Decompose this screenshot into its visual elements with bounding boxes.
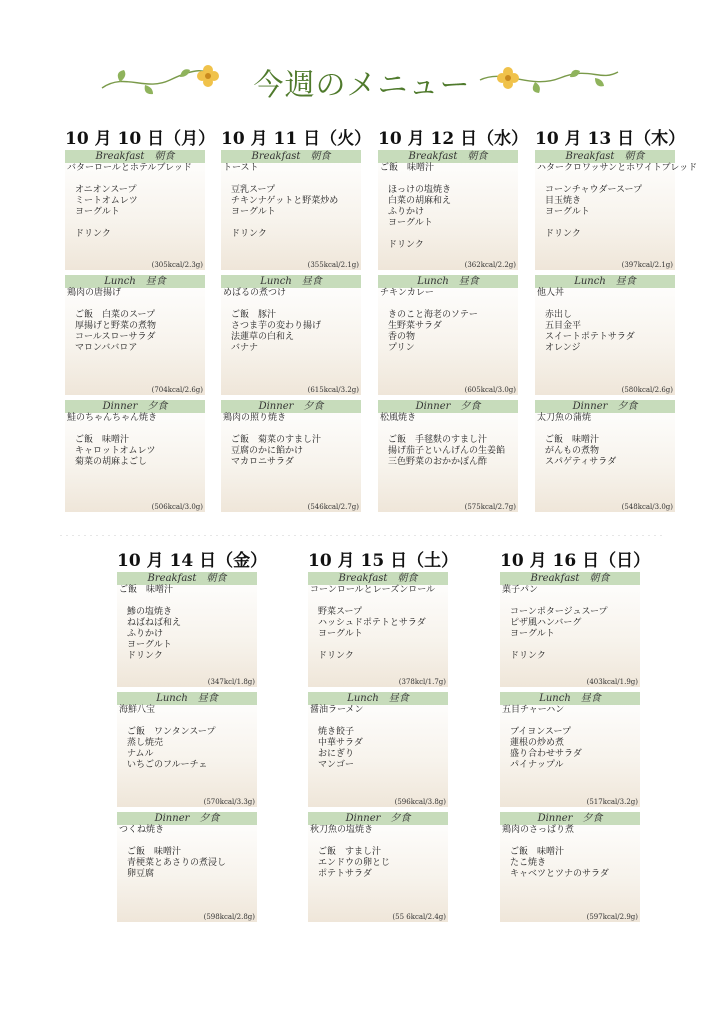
side-dish-item: ご飯 味噌汁 — [75, 435, 130, 445]
side-dish-item: ブイヨンスープ — [510, 727, 572, 737]
side-dish-item: ドリンク — [510, 651, 546, 661]
calorie-info: (517kcal/3.2g) — [586, 798, 638, 806]
side-dish-item: 卵豆腐 — [127, 869, 155, 879]
day-date: 10 月 15 日（土） — [308, 551, 459, 571]
side-dish-item — [545, 218, 675, 229]
side-dish-item: 三色野菜のおかかぽん酢 — [388, 457, 488, 467]
side-dish-item: ご飯 すまし汁 — [318, 847, 382, 857]
side-dishes — [378, 424, 518, 468]
side-dish-item: キャベツとツナのサラダ — [510, 869, 609, 879]
dinner-header: Dinner 夕食 — [500, 812, 640, 825]
lunch-block — [221, 275, 361, 395]
dinner-block — [117, 812, 257, 922]
breakfast-header: Breakfast 朝食 — [117, 572, 257, 585]
side-dishes — [308, 836, 448, 880]
dinner-block — [221, 400, 361, 512]
section-divider — [0, 535, 724, 536]
side-dish-item: 中華サラダ — [318, 738, 363, 748]
side-dish-item: 鯵の塩焼き — [127, 607, 173, 617]
lunch-block — [308, 692, 448, 807]
vine-flower-icon — [100, 60, 230, 100]
side-dish-item: コールスローサラダ — [75, 332, 156, 342]
side-dishes — [65, 424, 205, 468]
side-dishes — [378, 299, 518, 354]
day-column — [117, 550, 268, 922]
side-dish-item: オニオンスープ — [75, 185, 137, 195]
side-dish-item: ミートオムレツ — [75, 196, 138, 206]
lunch-block — [500, 692, 640, 807]
side-dish-item: 青梗菜とあさりの煮浸し — [127, 858, 227, 868]
side-dish-item: いちごのフルーチェ — [127, 760, 208, 770]
side-dish-item: ナムル — [127, 749, 154, 759]
side-dish-item: ピザ風ハンバーグ — [510, 618, 582, 628]
side-dish-item: 菊菜の胡麻よごし — [75, 457, 148, 467]
side-dishes — [500, 716, 640, 771]
day-column — [221, 128, 372, 512]
dinner-block — [65, 400, 205, 512]
side-dish-item: 豆腐のかに餡かけ — [231, 446, 304, 456]
lunch-block — [117, 692, 257, 807]
day-column — [378, 128, 529, 512]
side-dishes — [308, 596, 448, 662]
main-dish: 太刀魚の蒲焼 — [537, 413, 592, 423]
calorie-info: (548kcal/3.0g) — [621, 503, 673, 511]
side-dishes — [500, 596, 640, 662]
calorie-info: (615kcal/3.2g) — [307, 386, 359, 394]
side-dish-item: スイートポテトサラダ — [545, 332, 635, 342]
side-dish-item: がんもの煮物 — [545, 446, 600, 456]
breakfast-header: Breakfast 朝食 — [65, 150, 205, 163]
side-dish-item: ハッシュドポテトとサラダ — [318, 618, 426, 628]
dinner-header: Dinner 夕食 — [378, 400, 518, 413]
side-dish-item: 豆乳スープ — [231, 185, 276, 195]
side-dish-item: 焼き餃子 — [318, 727, 355, 737]
dinner-header: Dinner 夕食 — [308, 812, 448, 825]
side-dish-item: 揚げ茄子といんげんの生姜餡 — [388, 446, 506, 456]
main-dish: 松風焼き — [380, 413, 417, 423]
side-dish-item: コーンポタージュスープ — [510, 607, 608, 617]
main-dish: つくね焼き — [119, 825, 165, 835]
day-date: 10 月 11 日（火） — [221, 129, 372, 149]
side-dish-item: 赤出し — [545, 310, 573, 320]
side-dish-item: ふりかけ — [127, 629, 164, 639]
side-dish-item: ドリンク — [318, 651, 354, 661]
side-dish-item: ご飯 味噌汁 — [510, 847, 565, 857]
calorie-info: (362kcal/2.2g) — [464, 261, 516, 269]
breakfast-block — [221, 150, 361, 270]
lunch-header: Lunch 昼食 — [117, 692, 257, 705]
main-dish: チキンカレー — [380, 288, 434, 298]
side-dish-item: マロンババロア — [75, 343, 138, 353]
side-dishes — [535, 299, 675, 354]
day-column — [65, 128, 216, 512]
main-dish: 鶏肉の照り焼き — [223, 413, 287, 423]
side-dish-item: ご飯 味噌汁 — [127, 847, 182, 857]
side-dishes — [535, 424, 675, 468]
dinner-header: Dinner 夕食 — [535, 400, 675, 413]
calorie-info: (580kcal/2.6g) — [621, 386, 673, 394]
side-dish-item: パイナップル — [510, 760, 564, 770]
side-dish-item: きのこと海老のソテー — [388, 310, 478, 320]
lunch-block — [535, 275, 675, 395]
breakfast-header: Breakfast 朝食 — [221, 150, 361, 163]
lunch-block — [65, 275, 205, 395]
side-dish-item: ヨーグルト — [510, 629, 555, 639]
side-dish-item — [231, 218, 361, 229]
lunch-header: Lunch 昼食 — [308, 692, 448, 705]
side-dish-item: ヨーグルト — [127, 640, 172, 650]
day-column — [500, 550, 651, 922]
side-dish-item: 香の物 — [388, 332, 416, 342]
side-dish-item: ねばねば和え — [127, 618, 182, 628]
side-dish-item — [388, 229, 518, 240]
side-dishes — [221, 424, 361, 468]
side-dish-item: チキンナゲットと野菜炒め — [231, 196, 339, 206]
calorie-info: (575kcal/2.7g) — [464, 503, 516, 511]
lunch-header: Lunch 昼食 — [378, 275, 518, 288]
calorie-info: (305kcal/2.3g) — [151, 261, 203, 269]
calorie-info: (596kcal/3.8g) — [394, 798, 446, 806]
side-dish-item: マンゴー — [318, 760, 355, 770]
breakfast-block — [535, 150, 698, 270]
calorie-info: (598kcal/2.8g) — [203, 913, 255, 921]
side-dishes — [535, 174, 675, 240]
side-dish-item: プリン — [388, 343, 415, 353]
calorie-info: (570kcal/3.3g) — [203, 798, 255, 806]
calorie-info: (506kcal/3.0g) — [151, 503, 203, 511]
side-dish-item: エンドウの卵とじ — [318, 858, 391, 868]
side-dishes — [65, 174, 205, 240]
calorie-info: (546kcal/2.7g) — [307, 503, 359, 511]
calorie-info: (378kcl/1.7g) — [398, 678, 446, 686]
side-dishes — [117, 836, 257, 880]
vine-flower-icon — [470, 60, 620, 100]
day-date: 10 月 16 日（日） — [500, 551, 651, 571]
breakfast-block — [65, 150, 205, 270]
side-dish-item: マカロニサラダ — [231, 457, 294, 467]
side-dish-item: 厚揚げと野菜の煮物 — [75, 321, 157, 331]
side-dish-item: ご飯 味噌汁 — [545, 435, 600, 445]
main-dish: コーンロールとレーズンロール — [310, 585, 436, 595]
side-dish-item: 白菜の胡麻和え — [388, 196, 452, 206]
side-dish-item: ドリンク — [388, 240, 424, 250]
side-dish-item: 目玉焼き — [545, 196, 582, 206]
side-dish-item: キャロットオムレツ — [75, 446, 156, 456]
main-dish: 海鮮八宝 — [119, 705, 156, 715]
side-dishes — [117, 596, 257, 662]
main-dish: 醤油ラーメン — [310, 705, 364, 715]
side-dishes — [221, 174, 361, 240]
side-dish-item: 蓮根の炒め煮 — [510, 738, 565, 748]
side-dish-item — [510, 640, 640, 651]
breakfast-header: Breakfast 朝食 — [378, 150, 518, 163]
side-dish-item: オレンジ — [545, 343, 581, 353]
breakfast-header: Breakfast 朝食 — [500, 572, 640, 585]
day-column — [308, 550, 459, 922]
breakfast-header: Breakfast 朝食 — [535, 150, 675, 163]
breakfast-block — [378, 150, 518, 270]
side-dish-item: 蒸し焼売 — [127, 738, 164, 748]
side-dishes — [65, 299, 205, 354]
main-dish: バターロールとホテルブレッド — [67, 163, 192, 173]
side-dish-item: ヨーグルト — [545, 207, 590, 217]
side-dishes — [500, 836, 640, 880]
day-date: 10 月 10 日（月） — [65, 129, 216, 149]
side-dish-item: おにぎり — [318, 749, 355, 759]
calorie-info: (704kcal/2.6g) — [151, 386, 203, 394]
side-dish-item: ヨーグルト — [318, 629, 363, 639]
lunch-header: Lunch 昼食 — [535, 275, 675, 288]
main-dish: 鶏肉の唐揚げ — [67, 288, 122, 298]
main-dish: トースト — [223, 163, 259, 173]
side-dish-item: スパゲティサラダ — [545, 457, 617, 467]
lunch-header: Lunch 昼食 — [221, 275, 361, 288]
breakfast-block — [308, 572, 448, 687]
side-dish-item: さつま芋の変わり揚げ — [231, 321, 322, 331]
main-dish: ご飯 味噌汁 — [119, 585, 174, 595]
dinner-block — [535, 400, 675, 512]
side-dish-item: ご飯 ワンタンスープ — [127, 727, 216, 737]
dinner-header: Dinner 夕食 — [221, 400, 361, 413]
breakfast-header: Breakfast 朝食 — [308, 572, 448, 585]
side-dish-item: ほっけの塩焼き — [388, 185, 452, 195]
main-dish: 鶏肉のさっぱり煮 — [502, 825, 575, 835]
side-dishes — [117, 716, 257, 771]
side-dish-item: ドリンク — [545, 229, 581, 239]
main-dish: 菓子パン — [502, 585, 539, 595]
dinner-header: Dinner 夕食 — [65, 400, 205, 413]
side-dish-item: ヨーグルト — [388, 218, 433, 228]
side-dishes — [378, 174, 518, 251]
lunch-block — [378, 275, 518, 395]
side-dish-item: ヨーグルト — [75, 207, 120, 217]
calorie-info: (403kcal/1.9g) — [586, 678, 638, 686]
side-dish-item — [318, 640, 448, 651]
side-dish-item: ご飯 菊菜のすまし汁 — [231, 435, 322, 445]
main-dish: 秋刀魚の塩焼き — [310, 825, 374, 835]
side-dish-item: ヨーグルト — [231, 207, 276, 217]
main-dish: 鮭のちゃんちゃん焼き — [67, 413, 158, 423]
breakfast-block — [117, 572, 257, 687]
side-dish-item: 五目金平 — [545, 321, 582, 331]
main-dish: ハタークロワッサンとホワイトブレッド — [537, 163, 698, 173]
side-dish-item: バナナ — [231, 343, 259, 353]
side-dish-item: ふりかけ — [388, 207, 425, 217]
side-dish-item: 法蓮草の白和え — [231, 332, 295, 342]
side-dishes — [221, 299, 361, 354]
side-dish-item: 野菜スープ — [318, 607, 363, 617]
side-dish-item: ドリンク — [75, 229, 111, 239]
side-dish-item: ポテトサラダ — [318, 869, 372, 879]
main-dish: ご飯 味噌汁 — [380, 163, 435, 173]
day-date: 10 月 13 日（木） — [535, 129, 686, 149]
calorie-info: (397kcal/2.1g) — [621, 261, 673, 269]
side-dish-item: ご飯 白菜のスープ — [75, 310, 156, 320]
page-title: 今週のメニュー — [253, 68, 471, 103]
side-dish-item: 生野菜サラダ — [388, 321, 442, 331]
breakfast-block — [500, 572, 640, 687]
lunch-header: Lunch 昼食 — [65, 275, 205, 288]
main-dish: めばるの煮つけ — [223, 288, 287, 298]
side-dish-item: 盛り合わせサラダ — [510, 749, 582, 759]
side-dish-item: コーンチャウダースープ — [545, 185, 643, 195]
day-column — [535, 128, 698, 512]
side-dish-item: ご飯 手毬麩のすまし汁 — [388, 435, 488, 445]
side-dish-item: たこ焼き — [510, 858, 547, 868]
side-dish-item: ドリンク — [231, 229, 267, 239]
dinner-block — [378, 400, 518, 512]
calorie-info: (597kcal/2.9g) — [586, 913, 638, 921]
side-dish-item: ドリンク — [127, 651, 163, 661]
calorie-info: (605kcal/3.0g) — [464, 386, 516, 394]
lunch-header: Lunch 昼食 — [500, 692, 640, 705]
main-dish: 他人丼 — [537, 288, 565, 298]
day-date: 10 月 14 日（金） — [117, 551, 268, 571]
side-dishes — [308, 716, 448, 771]
dinner-block — [308, 812, 448, 922]
calorie-info: (355kcal/2.1g) — [307, 261, 359, 269]
side-dish-item: ご飯 豚汁 — [231, 310, 277, 320]
dinner-header: Dinner 夕食 — [117, 812, 257, 825]
side-dish-item — [75, 218, 205, 229]
calorie-info: (55 6kcal/2.4g) — [392, 913, 446, 921]
main-dish: 五目チャーハン — [502, 705, 565, 715]
calorie-info: (347kcl/1.8g) — [207, 678, 255, 686]
dinner-block — [500, 812, 640, 922]
day-date: 10 月 12 日（水） — [378, 129, 529, 149]
